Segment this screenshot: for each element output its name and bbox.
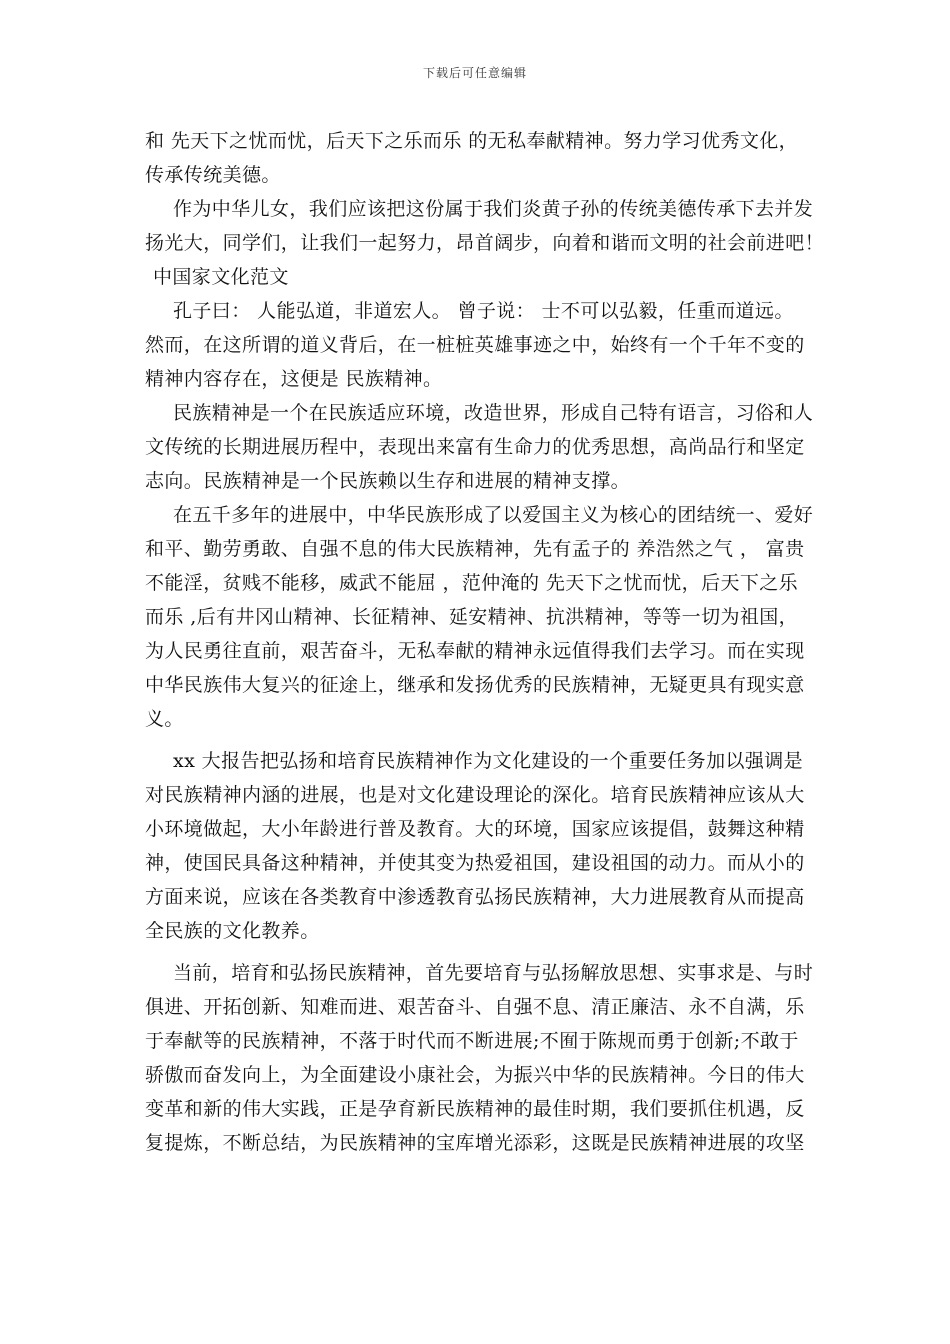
page-header: 下载后可任意编辑 — [422, 66, 527, 80]
text-line: 扬光大，同学们，让我们一起努力，昂首阔步，向着和谐而文明的社会前进吧！ — [145, 232, 825, 254]
text-line: 变革和新的伟大实践，正是孕育新民族精神的最佳时期，我们要抓住机遇，反 — [145, 1098, 805, 1120]
text-line: 小环境做起，大小年龄进行普及教育。大的环境，国家应该提倡，鼓舞这种精 — [145, 818, 805, 840]
text-line: 和 先天下之忧而忧，后天下之乐而乐 的无私奉献精神。努力学习优秀文化， — [145, 130, 799, 152]
text-line: 于奉献等的民族精神，不落于时代而不断进展;不囿于陈规而勇于创新;不敢于 — [145, 1030, 799, 1052]
text-line: 然而，在这所谓的道义背后，在一桩桩英雄事迹之中，始终有一个千年不变的 — [145, 334, 805, 356]
text-line: 为人民勇往直前，艰苦奋斗，无私奉献的精神永远值得我们去学习。而在实现 — [145, 640, 805, 662]
document-body — [145, 124, 825, 1160]
text-line: 作为中华儿女，我们应该把这份属于我们炎黄子孙的传统美德传承下去并发 — [173, 198, 814, 220]
text-line: 当前，培育和弘扬民族精神，首先要培育与弘扬解放思想、实事求是、与时 — [173, 962, 814, 984]
text-line: 传承传统美德。 — [145, 164, 281, 186]
paragraph-2 — [145, 192, 825, 260]
text-line: 对民族精神内涵的进展，也是对文化建设理论的深化。培育民族精神应该从大 — [145, 784, 805, 806]
paragraph-3 — [145, 294, 817, 396]
text-line: 文传统的长期进展历程中，表现出来富有生命力的优秀思想，高尚品行和坚定 — [145, 436, 805, 458]
text-line: 不能淫，贫贱不能移，威武不能屈 ，范仲淹的 先天下之忧而忧，后天下之乐 — [145, 572, 799, 594]
text-line: 方面来说，应该在各类教育中渗透教育弘扬民族精神，大力进展教育从而提高 — [145, 886, 805, 908]
paragraph-4 — [145, 396, 817, 498]
text-line: 神，使国民具备这种精神，并使其变为热爱祖国，建设祖国的动力。而从小的 — [145, 852, 805, 874]
text-line: 和平、勤劳勇敢、自强不息的伟大民族精神，先有孟子的 养浩然之气 ， 富贵 — [145, 538, 805, 560]
text-line: 全民族的文化教养。 — [145, 920, 320, 942]
text-line: 在五千多年的进展中，中华民族形成了以爱国主义为核心的团结统一、爱好 — [173, 504, 814, 526]
paragraph-1 — [145, 124, 817, 192]
text-line: 俱进、开拓创新、知难而进、艰苦奋斗、自强不息、清正廉洁、永不自满，乐 — [145, 996, 805, 1018]
text-line: 志向。民族精神是一个民族赖以生存和进展的精神支撑。 — [145, 470, 631, 492]
text-line: 而乐 ,后有井冈山精神、长征精神、延安精神、抗洪精神，等等一切为祖国， — [145, 606, 799, 628]
section-title: 中国家文化范文 — [153, 266, 289, 288]
text-line: 中华民族伟大复兴的征途上，继承和发扬优秀的民族精神，无疑更具有现实意 — [145, 674, 805, 696]
paragraph-7 — [145, 956, 817, 1160]
text-line: 复提炼，不断总结，为民族精神的宝库增光添彩，这既是民族精神进展的攻坚 — [145, 1132, 805, 1154]
text-line: 民族精神是一个在民族适应环境，改造世界，形成自己特有语言，习俗和人 — [173, 402, 814, 424]
text-line: xx 大报告把弘扬和培育民族精神作为文化建设的一个重要任务加以强调是 — [173, 750, 804, 772]
paragraph-6 — [145, 744, 817, 948]
text-line: 精神内容存在，这便是 民族精神。 — [145, 368, 443, 390]
text-line: 骄傲而奋发向上，为全面建设小康社会，为振兴中华的民族精神。今日的伟大 — [145, 1064, 805, 1086]
paragraph-5 — [145, 498, 817, 736]
text-line: 义。 — [145, 708, 184, 730]
text-line: 孔子曰： 人能弘道，非道宏人。 曾子说： 士不可以弘毅，任重而道远。 — [173, 300, 794, 322]
subtitle — [145, 260, 817, 294]
